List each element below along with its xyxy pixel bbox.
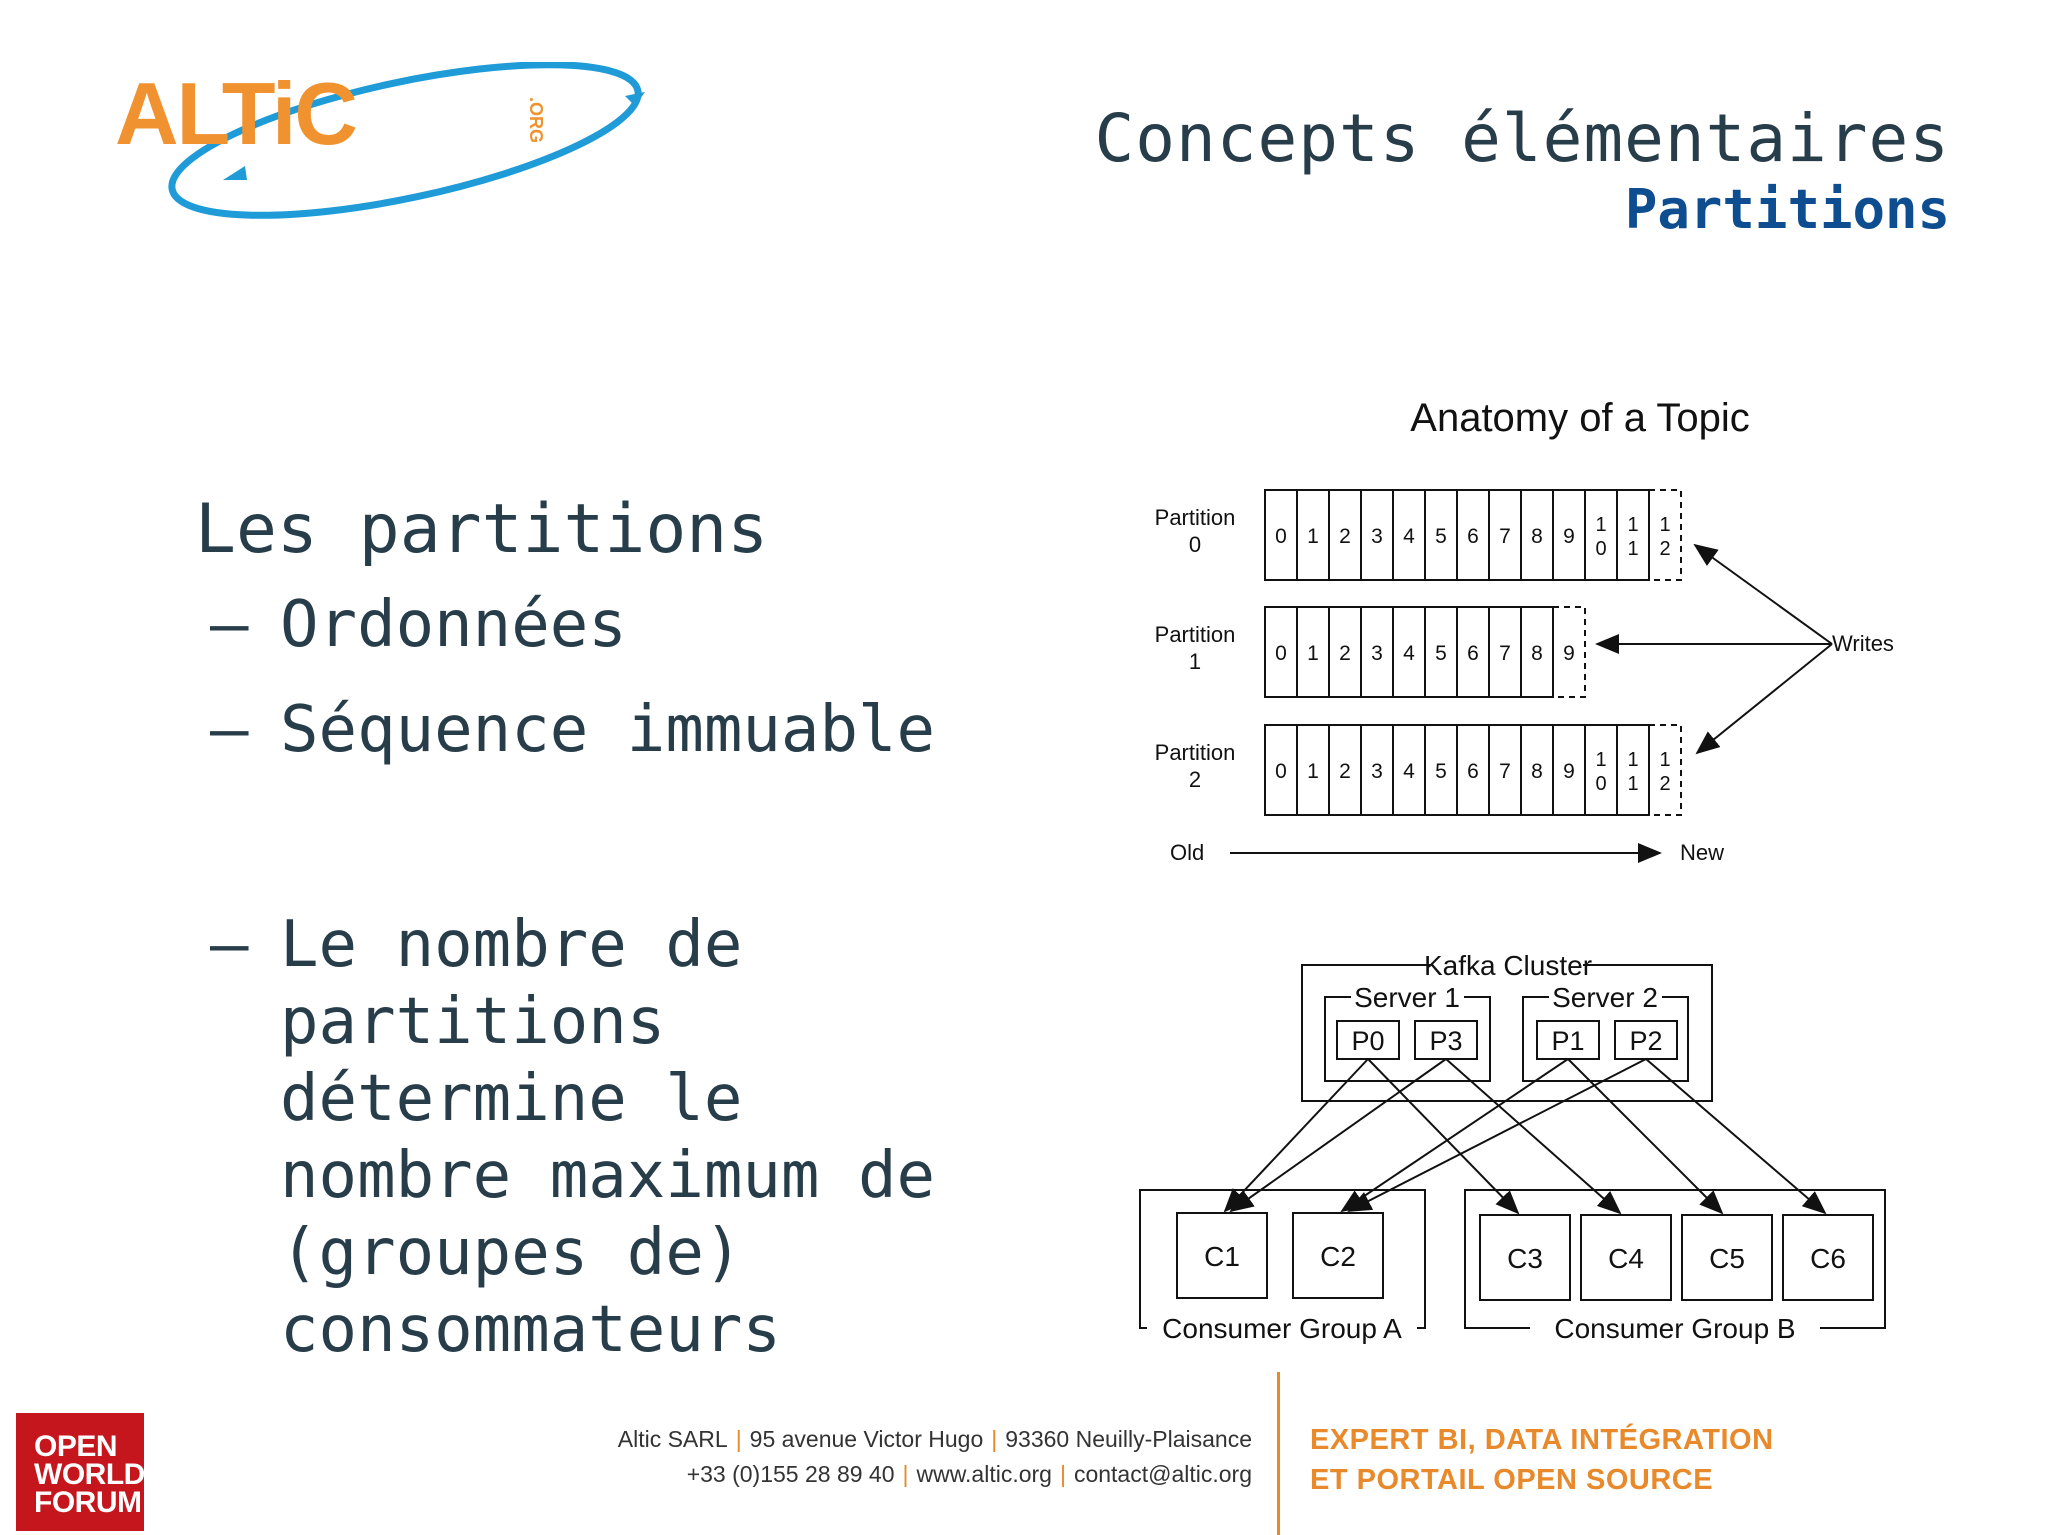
partition-label: Partition: [1154, 505, 1236, 530]
separator: |: [735, 1426, 742, 1452]
kafka-cluster-diagram: [1125, 935, 1900, 1355]
offset-cell-label: 0: [1275, 642, 1287, 665]
offset-cell-label: 5: [1435, 760, 1447, 783]
company-tagline: [1310, 1420, 1774, 1500]
partition-label-p0: P0: [1351, 1026, 1385, 1056]
offset-cell-label: 6: [1467, 760, 1479, 783]
consumer-label-c3: C3: [1507, 1243, 1543, 1274]
partition-row-2: [1155, 725, 1681, 815]
website-link[interactable]: www.altic.org: [916, 1461, 1052, 1487]
offset-cell-label: 2: [1339, 642, 1351, 665]
offset-cell-label: 0: [1275, 760, 1287, 783]
bullet-spacer: [195, 797, 1015, 907]
bullet-dash: –: [210, 693, 249, 767]
section-heading: Les partitions: [195, 490, 769, 569]
offset-cell-label: 4: [1403, 760, 1415, 783]
next-offset-cell-label: 1: [1659, 749, 1671, 771]
consumer-group-a-label: Consumer Group A: [1162, 1313, 1402, 1344]
partition-label: Partition: [1154, 740, 1236, 765]
offset-cell-label: 8: [1531, 525, 1543, 548]
offset-cell-label: 7: [1499, 525, 1511, 548]
altic-logo: [105, 62, 665, 232]
offset-cell-label: 1: [1307, 642, 1319, 665]
partition-label-p1: P1: [1551, 1026, 1585, 1056]
address-line-1: [618, 1422, 1252, 1457]
tagline-line-1: EXPERT BI, DATA INTÉGRATION: [1310, 1424, 1774, 1456]
old-label: Old: [1170, 840, 1205, 865]
offset-cell-label: 9: [1563, 760, 1575, 783]
writes-arrow-partition-2: [1697, 644, 1832, 753]
footer-divider: [1277, 1372, 1280, 1535]
offset-cell-label: 6: [1467, 525, 1479, 548]
logo-org-suffix: .ORG: [526, 97, 546, 144]
offset-cell-label: 1: [1307, 760, 1319, 783]
partition-label-p3: P3: [1429, 1026, 1463, 1056]
logo-wordmark: ALTiC: [115, 64, 356, 163]
offset-cell-label: 1: [1627, 773, 1639, 795]
email-link[interactable]: contact@altic.org: [1073, 1461, 1252, 1487]
logo-orbit-arrowhead-right: [625, 92, 645, 106]
consumer-label-c4: C4: [1608, 1243, 1644, 1274]
offset-cell-label: 7: [1499, 760, 1511, 783]
next-offset-cell-label: 1: [1659, 514, 1671, 536]
offset-cell-label: 1: [1307, 525, 1319, 548]
offset-cell-label: 4: [1403, 642, 1415, 665]
separator: |: [991, 1426, 998, 1452]
offset-cell-label: 8: [1531, 642, 1543, 665]
city-address: 93360 Neuilly-Plaisance: [1005, 1426, 1252, 1452]
offset-cell-label: 8: [1531, 760, 1543, 783]
partition-rows: [1155, 490, 1681, 815]
partition-row-1: [1155, 607, 1585, 697]
next-offset-cell-label: 2: [1659, 538, 1671, 560]
partition-label-p2: P2: [1629, 1026, 1663, 1056]
separator: |: [1059, 1461, 1066, 1487]
offset-cell-label: 0: [1595, 773, 1607, 795]
separator: |: [902, 1461, 909, 1487]
writes-label: Writes: [1832, 631, 1894, 656]
server-1-label: Server 1: [1354, 982, 1460, 1013]
offset-cell-label: 3: [1371, 525, 1383, 548]
consumer-group-b-label: Consumer Group B: [1554, 1313, 1796, 1344]
writes-arrow-partition-0: [1695, 545, 1832, 644]
partition-label: 2: [1188, 767, 1202, 792]
bullet-text: Ordonnées: [280, 588, 627, 662]
consumer-label-c6: C6: [1810, 1243, 1846, 1274]
offset-cell-label: 5: [1435, 642, 1447, 665]
bullet-item: [195, 907, 1015, 1369]
tagline-line-2: ET PORTAIL OPEN SOURCE: [1310, 1464, 1714, 1496]
partition-label: 0: [1188, 532, 1202, 557]
offset-cell-label: 4: [1403, 525, 1415, 548]
topic-title: Anatomy of a Topic: [1410, 396, 1750, 440]
bullet-text: Séquence immuable: [280, 693, 936, 767]
next-offset-cell-label: 9: [1563, 642, 1575, 665]
offset-cell-label: 0: [1595, 538, 1607, 560]
bullet-item: [195, 692, 1015, 769]
street-address: 95 avenue Victor Hugo: [749, 1426, 984, 1452]
offset-cell-label: 6: [1467, 642, 1479, 665]
offset-cell-label: 3: [1371, 642, 1383, 665]
offset-cell-label: 7: [1499, 642, 1511, 665]
consumer-label-c2: C2: [1320, 1241, 1356, 1272]
open-world-forum-logo: [16, 1413, 144, 1531]
kafka-cluster-label: Kafka Cluster: [1423, 950, 1593, 981]
offset-cell-label: 1: [1627, 538, 1639, 560]
company-name: Altic SARL: [617, 1426, 728, 1452]
offset-cell-label: 1: [1595, 749, 1607, 771]
consumer-label-c1: C1: [1204, 1241, 1240, 1272]
offset-cell-label: 9: [1563, 525, 1575, 548]
page-subtitle: Partitions: [1624, 178, 1950, 241]
topic-anatomy-diagram: [1140, 385, 1940, 880]
server-2-label: Server 2: [1552, 982, 1658, 1013]
offset-cell-label: 2: [1339, 525, 1351, 548]
partition-label: Partition: [1154, 622, 1236, 647]
offset-cell-label: 2: [1339, 760, 1351, 783]
address-line-2: [618, 1457, 1252, 1492]
partition-label: 1: [1188, 649, 1202, 674]
offset-cell-label: 3: [1371, 760, 1383, 783]
logo-orbit-arrowhead-left: [223, 166, 247, 180]
offset-cell-label: 1: [1595, 514, 1607, 536]
offset-cell-label: 1: [1627, 514, 1639, 536]
bullet-dash: –: [210, 908, 249, 982]
offset-cell-label: 5: [1435, 525, 1447, 548]
phone-number: +33 (0)155 28 89 40: [686, 1461, 895, 1487]
consumer-label-c5: C5: [1709, 1243, 1745, 1274]
owf-line: OPEN: [34, 1430, 118, 1463]
owf-line: WORLD: [34, 1458, 145, 1491]
partition-row-0: [1155, 490, 1681, 580]
next-offset-cell-label: 2: [1659, 773, 1671, 795]
bullet-dash: –: [210, 588, 249, 662]
offset-cell-label: 1: [1627, 749, 1639, 771]
bullet-text: Le nombre de partitions détermine le nombre maximum de (groupes de) consommateurs: [280, 908, 936, 1367]
offset-cell-label: 0: [1275, 525, 1287, 548]
arrow-p0-c1: [1225, 1059, 1368, 1211]
bullet-content: [195, 490, 1015, 1397]
page-title: Concepts élémentaires: [1094, 100, 1950, 177]
new-label: New: [1680, 840, 1725, 865]
company-address: [618, 1422, 1252, 1492]
bullet-item: [195, 587, 1015, 664]
owf-line: FORUM: [34, 1486, 142, 1519]
